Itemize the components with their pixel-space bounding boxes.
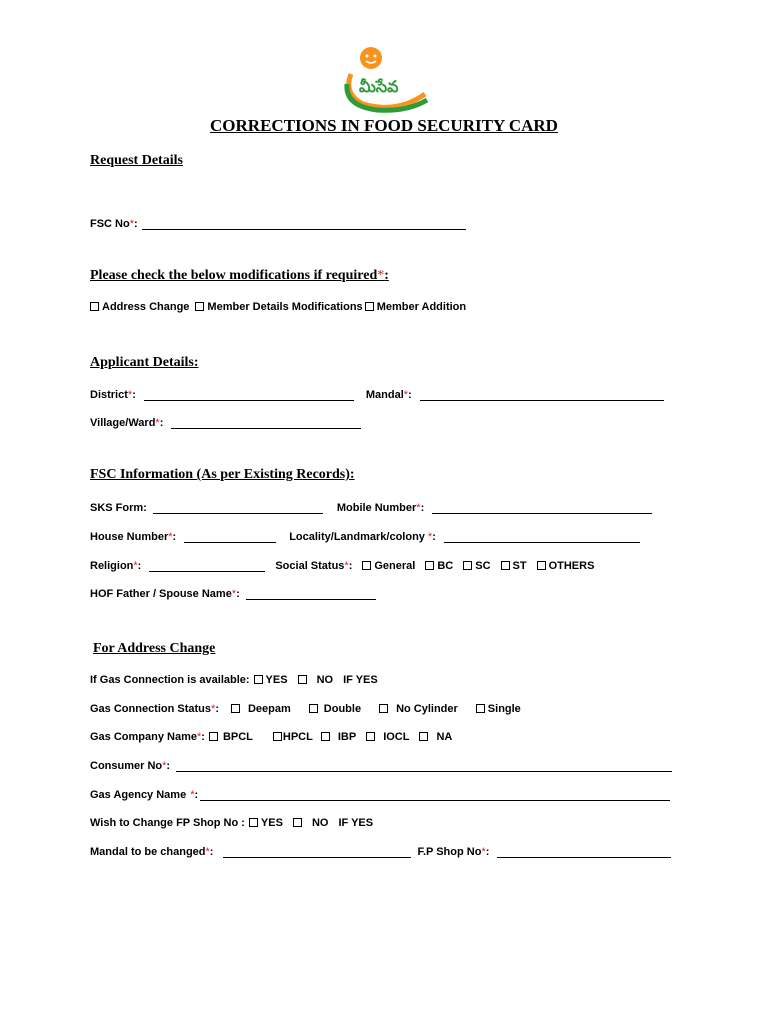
checkbox-icon bbox=[209, 732, 218, 741]
mandal-change-field[interactable] bbox=[223, 846, 411, 858]
religion-social-row: Religion * : Social Status * : General BC SC ST OTHERS bbox=[90, 560, 595, 572]
fp-shop-no-label: F.P Shop No bbox=[417, 846, 482, 858]
sks-form-label: SKS Form: bbox=[90, 502, 147, 514]
gas-status-label: Gas Connection Status bbox=[90, 703, 212, 715]
checkbox-icon bbox=[231, 704, 240, 713]
checkbox-icon bbox=[273, 732, 282, 741]
house-field[interactable] bbox=[184, 531, 276, 543]
locality-label: Locality/Landmark/colony bbox=[289, 531, 425, 543]
hof-field[interactable] bbox=[246, 588, 376, 600]
no-cylinder-checkbox[interactable]: No Cylinder bbox=[379, 703, 458, 715]
locality-field[interactable] bbox=[444, 531, 640, 543]
fsc-no-row: FSC No * : bbox=[90, 214, 466, 230]
village-label: Village/Ward bbox=[90, 417, 156, 429]
svg-text:మీసేవ: మీసేవ bbox=[359, 77, 399, 96]
hpcl-checkbox[interactable]: HPCL bbox=[273, 731, 313, 743]
checkbox-icon bbox=[298, 675, 307, 684]
sc-checkbox[interactable]: SC bbox=[463, 560, 490, 572]
district-label: District bbox=[90, 389, 128, 401]
checkbox-icon bbox=[501, 561, 510, 570]
checkbox-icon bbox=[476, 704, 485, 713]
fsc-no-label: FSC No bbox=[90, 218, 130, 230]
hof-label: HOF Father / Spouse Name bbox=[90, 588, 232, 600]
modifications-options bbox=[90, 297, 478, 313]
checkbox-icon bbox=[309, 704, 318, 713]
mee-seva-logo-icon bbox=[337, 44, 435, 114]
religion-field[interactable] bbox=[149, 560, 265, 572]
checkbox-icon bbox=[366, 732, 375, 741]
religion-label: Religion bbox=[90, 560, 134, 572]
form-title: CORRECTIONS IN FOOD SECURITY CARD bbox=[210, 116, 558, 135]
gas-no-checkbox[interactable]: NO bbox=[298, 674, 334, 686]
social-status-label: Social Status bbox=[275, 560, 345, 572]
checkbox-icon bbox=[362, 561, 371, 570]
consumer-no-label: Consumer No bbox=[90, 760, 163, 772]
fsc-no-field[interactable] bbox=[142, 218, 466, 230]
bpcl-checkbox[interactable]: BPCL bbox=[209, 731, 253, 743]
address-change-heading: For Address Change bbox=[93, 641, 216, 656]
double-checkbox[interactable]: Double bbox=[309, 703, 361, 715]
checkbox-icon bbox=[249, 818, 258, 827]
st-checkbox[interactable]: ST bbox=[501, 560, 527, 572]
checkbox-icon bbox=[537, 561, 546, 570]
checkbox-icon bbox=[379, 704, 388, 713]
district-mandal-row: District * : Mandal * : bbox=[90, 385, 664, 401]
mandal-field[interactable] bbox=[420, 389, 664, 401]
mandal-label: Mandal bbox=[365, 389, 404, 401]
checkbox-icon bbox=[293, 818, 302, 827]
mandal-change-row: Mandal to be changed * : F.P Shop No * : bbox=[90, 842, 671, 858]
fp-shop-change-row bbox=[90, 813, 373, 829]
gas-agency-field[interactable] bbox=[200, 789, 670, 801]
checkbox-icon bbox=[254, 675, 263, 684]
gas-agency-label: Gas Agency Name bbox=[90, 789, 187, 801]
ibp-checkbox[interactable]: IBP bbox=[321, 731, 356, 743]
others-checkbox[interactable]: OTHERS bbox=[537, 560, 595, 572]
house-label: House Number bbox=[90, 531, 169, 543]
checkbox-icon bbox=[321, 732, 330, 741]
fsc-info-heading: FSC Information (As per Existing Records): bbox=[90, 467, 355, 482]
sks-form-field[interactable] bbox=[153, 502, 323, 514]
fp-no-checkbox[interactable]: NO bbox=[293, 817, 329, 829]
gas-if-yes-label: IF YES bbox=[343, 674, 378, 686]
gas-available-row bbox=[90, 670, 378, 686]
checkbox-icon bbox=[463, 561, 472, 570]
fp-yes-checkbox[interactable]: YES bbox=[249, 817, 283, 829]
na-checkbox[interactable]: NA bbox=[419, 731, 452, 743]
fp-if-yes-label: IF YES bbox=[338, 817, 374, 829]
village-row: Village/Ward * : bbox=[90, 413, 361, 429]
iocl-checkbox[interactable]: IOCL bbox=[366, 731, 409, 743]
mandal-change-label: Mandal to be changed bbox=[90, 846, 206, 858]
house-locality-row: House Number * : Locality/Landmark/colony * : bbox=[90, 527, 640, 543]
mobile-field[interactable] bbox=[432, 502, 652, 514]
request-details-heading: Request Details bbox=[90, 153, 183, 168]
gas-company-row: Gas Company Name * : BPCL HPCL IBP IOCL NA bbox=[90, 731, 453, 743]
gas-status-row: Gas Connection Status * : Deepam Double No Cylinder Single bbox=[90, 703, 521, 715]
general-checkbox[interactable]: General bbox=[362, 560, 415, 572]
deepam-checkbox[interactable]: Deepam bbox=[231, 703, 291, 715]
district-field[interactable] bbox=[144, 389, 354, 401]
member-details-checkbox[interactable]: Member Details Modifications bbox=[195, 301, 362, 313]
village-field[interactable] bbox=[171, 417, 361, 429]
fp-shop-change-label: Wish to Change FP Shop No : bbox=[90, 817, 245, 829]
sks-mobile-row: SKS Form: Mobile Number * : bbox=[90, 498, 652, 514]
consumer-no-row: Consumer No * : bbox=[90, 756, 672, 772]
gas-company-label: Gas Company Name bbox=[90, 731, 197, 743]
modifications-heading: Please check the below modifications if required*: bbox=[90, 268, 389, 283]
bc-checkbox[interactable]: BC bbox=[425, 560, 453, 572]
gas-agency-row: Gas Agency Name * : bbox=[90, 785, 670, 801]
applicant-details-heading: Applicant Details: bbox=[90, 355, 199, 370]
checkbox-icon bbox=[425, 561, 434, 570]
checkbox-icon bbox=[90, 302, 99, 311]
address-change-checkbox[interactable]: Address Change bbox=[90, 301, 189, 313]
hof-row: HOF Father / Spouse Name * : bbox=[90, 584, 376, 600]
fp-shop-no-field[interactable] bbox=[497, 846, 671, 858]
checkbox-icon bbox=[195, 302, 204, 311]
mobile-label: Mobile Number bbox=[336, 502, 417, 514]
checkbox-icon bbox=[419, 732, 428, 741]
single-checkbox[interactable]: Single bbox=[476, 703, 521, 715]
gas-available-label: If Gas Connection is available: bbox=[90, 674, 250, 686]
member-addition-checkbox[interactable]: Member Addition bbox=[365, 301, 466, 313]
consumer-no-field[interactable] bbox=[176, 760, 672, 772]
gas-yes-checkbox[interactable]: YES bbox=[254, 674, 288, 686]
checkbox-icon bbox=[365, 302, 374, 311]
